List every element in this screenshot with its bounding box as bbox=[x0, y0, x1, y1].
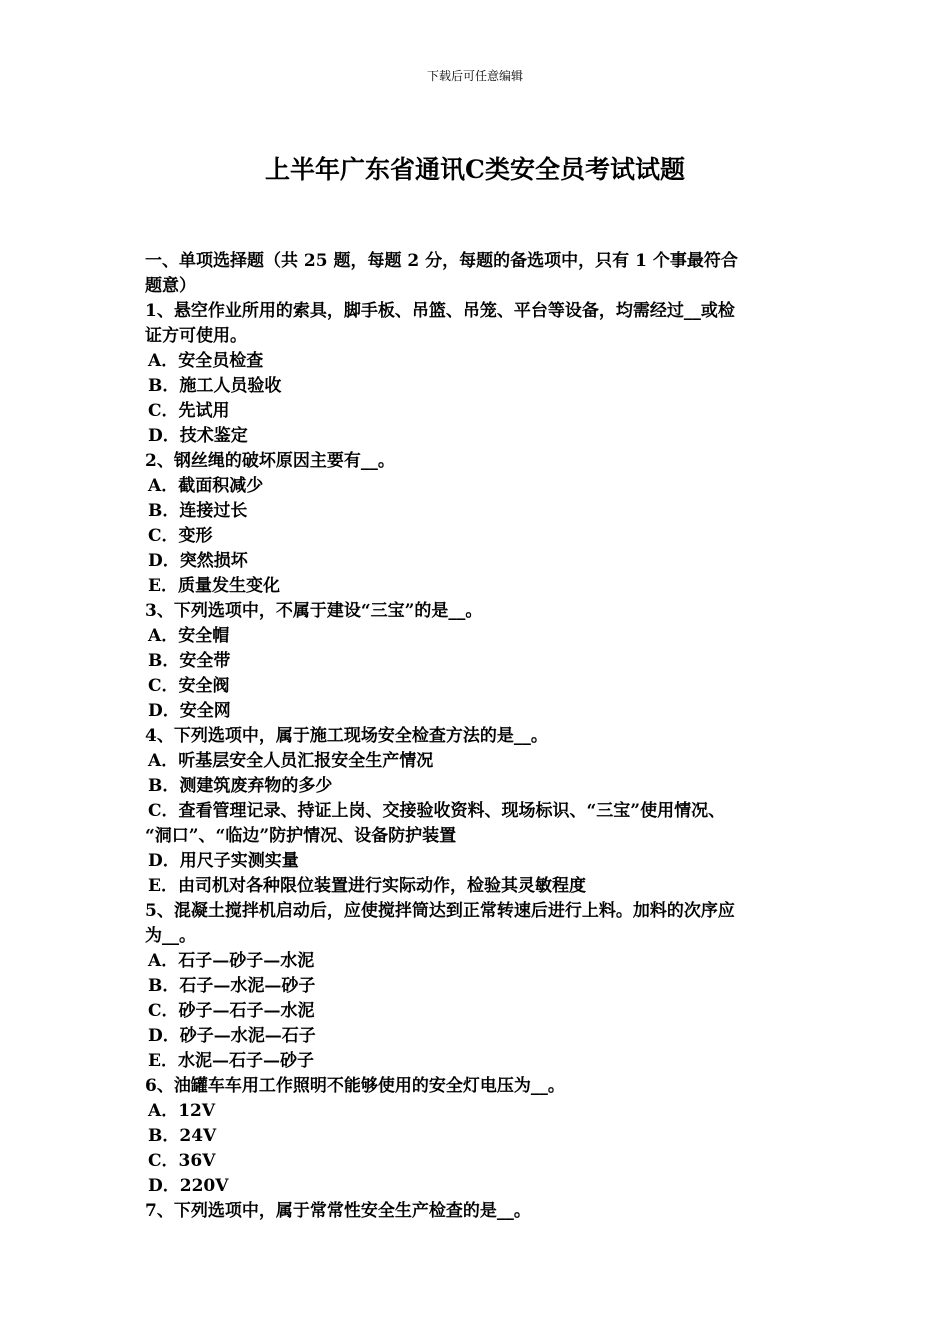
option-item bbox=[145, 749, 825, 774]
option-text: 水泥—石子—砂子 bbox=[177, 1051, 314, 1071]
option-text: 砂子—石子—水泥 bbox=[178, 1001, 315, 1021]
option-item bbox=[145, 399, 825, 424]
option-item bbox=[145, 999, 825, 1024]
option-text: 24V bbox=[179, 1126, 217, 1146]
option-letter: A． bbox=[148, 751, 179, 771]
question-3 bbox=[145, 599, 825, 724]
option-letter: C． bbox=[148, 526, 179, 546]
question-text: 3、下列选项中，不属于建设“三宝”的是__。 bbox=[145, 601, 483, 621]
document-title: 上半年广东省通讯C类安全员考试试题 bbox=[265, 155, 685, 184]
option-text: 质量发生变化 bbox=[177, 576, 280, 596]
option-letter: C． bbox=[148, 1001, 179, 1021]
question-5 bbox=[145, 899, 825, 1074]
option-text: 连接过长 bbox=[179, 501, 248, 521]
option-item bbox=[145, 624, 825, 649]
option-item bbox=[145, 1174, 825, 1199]
option-text: 220V bbox=[179, 1176, 229, 1196]
option-item bbox=[145, 349, 825, 374]
option-item bbox=[145, 1149, 825, 1174]
option-item bbox=[145, 1049, 825, 1074]
option-text: 砂子—水泥—石子 bbox=[179, 1026, 316, 1046]
question-text: 7、下列选项中，属于常常性安全生产检查的是__。 bbox=[145, 1201, 531, 1221]
option-text-cont: “洞口”、“临边”防护情况、设备防护装置 bbox=[145, 826, 457, 846]
option-letter: E． bbox=[148, 576, 178, 596]
option-text: 测建筑废弃物的多少 bbox=[179, 776, 333, 796]
option-item bbox=[145, 424, 825, 449]
section-heading: 一、单项选择题（共 25 题，每题 2 分，每题的备选项中，只有 1 个事最符合 bbox=[145, 251, 738, 271]
option-text: 由司机对各种限位装置进行实际动作，检验其灵敏程度 bbox=[177, 876, 586, 896]
option-text: 变形 bbox=[178, 526, 213, 546]
option-letter: B． bbox=[148, 501, 180, 521]
question-7 bbox=[145, 1199, 825, 1224]
option-item bbox=[145, 974, 825, 999]
option-text: 安全帽 bbox=[178, 626, 230, 646]
question-2 bbox=[145, 449, 825, 599]
option-letter: D． bbox=[148, 426, 180, 446]
option-item bbox=[145, 549, 825, 574]
option-letter: C． bbox=[148, 1151, 179, 1171]
option-letter: A． bbox=[148, 1101, 179, 1121]
option-letter: B． bbox=[148, 376, 180, 396]
option-item bbox=[145, 1024, 825, 1049]
option-letter: D． bbox=[148, 851, 180, 871]
option-item bbox=[145, 524, 825, 549]
question-text: 1、悬空作业所用的索具，脚手板、吊篮、吊笼、平台等设备，均需经过__或检 bbox=[145, 301, 735, 321]
option-letter: A． bbox=[148, 626, 179, 646]
option-item bbox=[145, 574, 825, 599]
option-letter: B． bbox=[148, 976, 180, 996]
option-text: 突然损坏 bbox=[179, 551, 248, 571]
option-letter: B． bbox=[148, 1126, 180, 1146]
option-text: 安全阀 bbox=[178, 676, 230, 696]
question-text: 2、钢丝绳的破坏原因主要有__。 bbox=[145, 451, 395, 471]
option-item bbox=[145, 774, 825, 799]
option-text: 安全网 bbox=[179, 701, 231, 721]
option-item bbox=[145, 674, 825, 699]
option-item bbox=[145, 699, 825, 724]
option-letter: A． bbox=[148, 476, 179, 496]
option-letter: E． bbox=[148, 1051, 178, 1071]
section-heading-cont: 题意） bbox=[145, 276, 196, 296]
question-text: 6、油罐车车用工作照明不能够使用的安全灯电压为__。 bbox=[145, 1076, 565, 1096]
option-item bbox=[145, 799, 825, 824]
option-item bbox=[145, 374, 825, 399]
option-letter: A． bbox=[148, 351, 179, 371]
option-text: 听基层安全人员汇报安全生产情况 bbox=[178, 751, 434, 771]
option-item bbox=[145, 499, 825, 524]
option-letter: A． bbox=[148, 951, 179, 971]
option-letter: D． bbox=[148, 1176, 180, 1196]
question-text: 为__。 bbox=[145, 926, 196, 946]
option-item bbox=[145, 649, 825, 674]
option-text: 用尺子实测实量 bbox=[179, 851, 299, 871]
question-text: 4、下列选项中，属于施工现场安全检查方法的是__。 bbox=[145, 726, 548, 746]
option-text: 施工人员验收 bbox=[179, 376, 282, 396]
option-text: 先试用 bbox=[178, 401, 230, 421]
option-letter: D． bbox=[148, 551, 180, 571]
option-text: 12V bbox=[178, 1101, 216, 1121]
option-text: 石子—砂子—水泥 bbox=[178, 951, 315, 971]
option-letter: C． bbox=[148, 401, 179, 421]
option-text: 石子—水泥—砂子 bbox=[179, 976, 316, 996]
option-text: 截面积减少 bbox=[178, 476, 264, 496]
option-letter: D． bbox=[148, 1026, 180, 1046]
option-text: 查看管理记录、持证上岗、交接验收资料、现场标识、“三宝”使用情况、 bbox=[178, 801, 726, 821]
option-item bbox=[145, 1124, 825, 1149]
option-item bbox=[145, 849, 825, 874]
question-1 bbox=[145, 299, 825, 449]
option-item bbox=[145, 1099, 825, 1124]
option-letter: C． bbox=[148, 801, 179, 821]
question-text: 证方可使用。 bbox=[145, 326, 247, 346]
option-item bbox=[145, 474, 825, 499]
option-letter: C． bbox=[148, 676, 179, 696]
option-item bbox=[145, 949, 825, 974]
option-text: 技术鉴定 bbox=[179, 426, 248, 446]
option-letter: E． bbox=[148, 876, 178, 896]
option-item bbox=[145, 874, 825, 899]
option-letter: B． bbox=[148, 776, 180, 796]
question-4 bbox=[145, 724, 825, 899]
header-note: 下载后可任意编辑 bbox=[426, 69, 523, 83]
question-text: 5、混凝土搅拌机启动后，应使搅拌筒达到正常转速后进行上料。加料的次序应 bbox=[145, 901, 735, 921]
question-list bbox=[145, 299, 825, 1224]
question-6 bbox=[145, 1074, 825, 1199]
option-text: 安全带 bbox=[179, 651, 231, 671]
document-body bbox=[145, 249, 825, 1224]
option-text: 安全员检查 bbox=[178, 351, 264, 371]
option-letter: D． bbox=[148, 701, 180, 721]
option-text: 36V bbox=[178, 1151, 216, 1171]
option-letter: B． bbox=[148, 651, 180, 671]
